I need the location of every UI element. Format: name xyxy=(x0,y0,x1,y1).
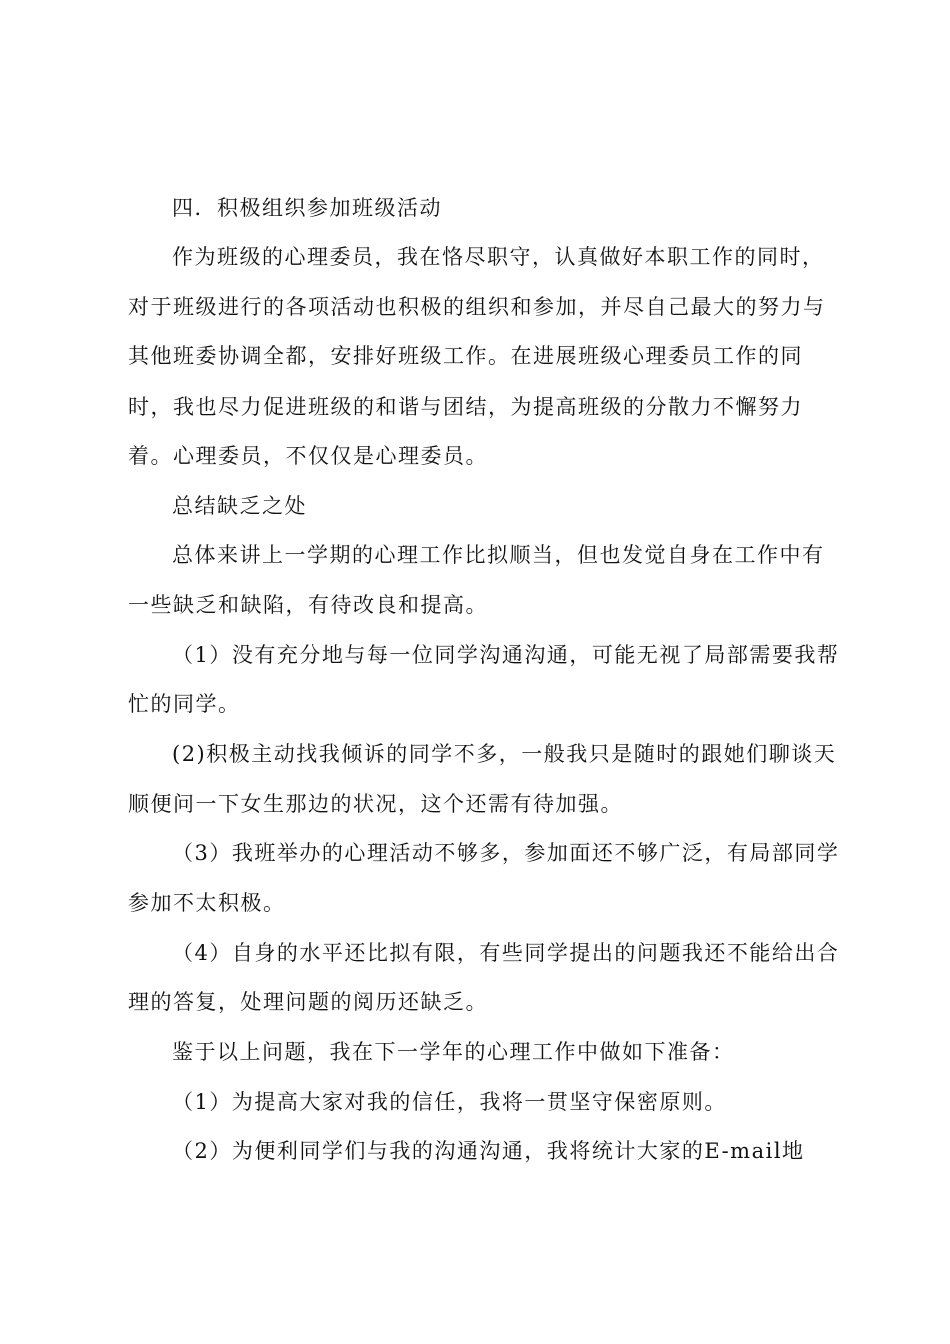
paragraph-line: 时，我也尽力促进班级的和谐与团结，为提高班级的分散力不懈努力 xyxy=(128,395,803,419)
list-item-line: （1）没有充分地与每一位同学沟通沟通，可能无视了局部需要我帮 xyxy=(172,643,840,667)
list-item-line: 参加不太积极。 xyxy=(128,891,286,915)
list-item-line: （4）自身的水平还比拟有限，有些同学提出的问题我还不能给出合 xyxy=(172,941,840,965)
paragraph-line: 其他班委协调全都，安排好班级工作。在进展班级心理委员工作的同 xyxy=(128,344,803,368)
paragraph-line: 作为班级的心理委员，我在恪尽职守，认真做好本职工作的同时， xyxy=(172,245,825,269)
list-item-line: (2)积极主动找我倾诉的同学不多，一般我只是随时的跟她们聊谈天 xyxy=(172,742,837,766)
paragraph-line: 着。心理委员，不仅仅是心理委员。 xyxy=(128,444,488,468)
list-item-line: （2）为便利同学们与我的沟通沟通，我将统计大家的E-mail地 xyxy=(172,1139,805,1163)
paragraph-line: 一些缺乏和缺陷，有待改良和提高。 xyxy=(128,593,488,617)
section-heading: 四．积极组织参加班级活动 xyxy=(172,196,442,220)
list-item-line: 忙的同学。 xyxy=(128,692,241,716)
list-item-line: 理的答复，处理问题的阅历还缺乏。 xyxy=(128,990,488,1014)
paragraph-line: 总体来讲上一学期的心理工作比拟顺当，但也发觉自身在工作中有 xyxy=(172,543,825,567)
section-heading: 总结缺乏之处 xyxy=(172,494,307,518)
list-item-line: （1）为提高大家对我的信任，我将一贯坚守保密原则。 xyxy=(172,1090,727,1114)
list-item-line: 顺便问一下女生那边的状况，这个还需有待加强。 xyxy=(128,792,623,816)
list-item-line: （3）我班举办的心理活动不够多，参加面还不够广泛，有局部同学 xyxy=(172,841,840,865)
paragraph-line: 对于班级进行的各项活动也积极的组织和参加，并尽自己最大的努力与 xyxy=(128,295,826,319)
paragraph-line: 鉴于以上问题，我在下一学年的心理工作中做如下准备： xyxy=(172,1040,735,1064)
